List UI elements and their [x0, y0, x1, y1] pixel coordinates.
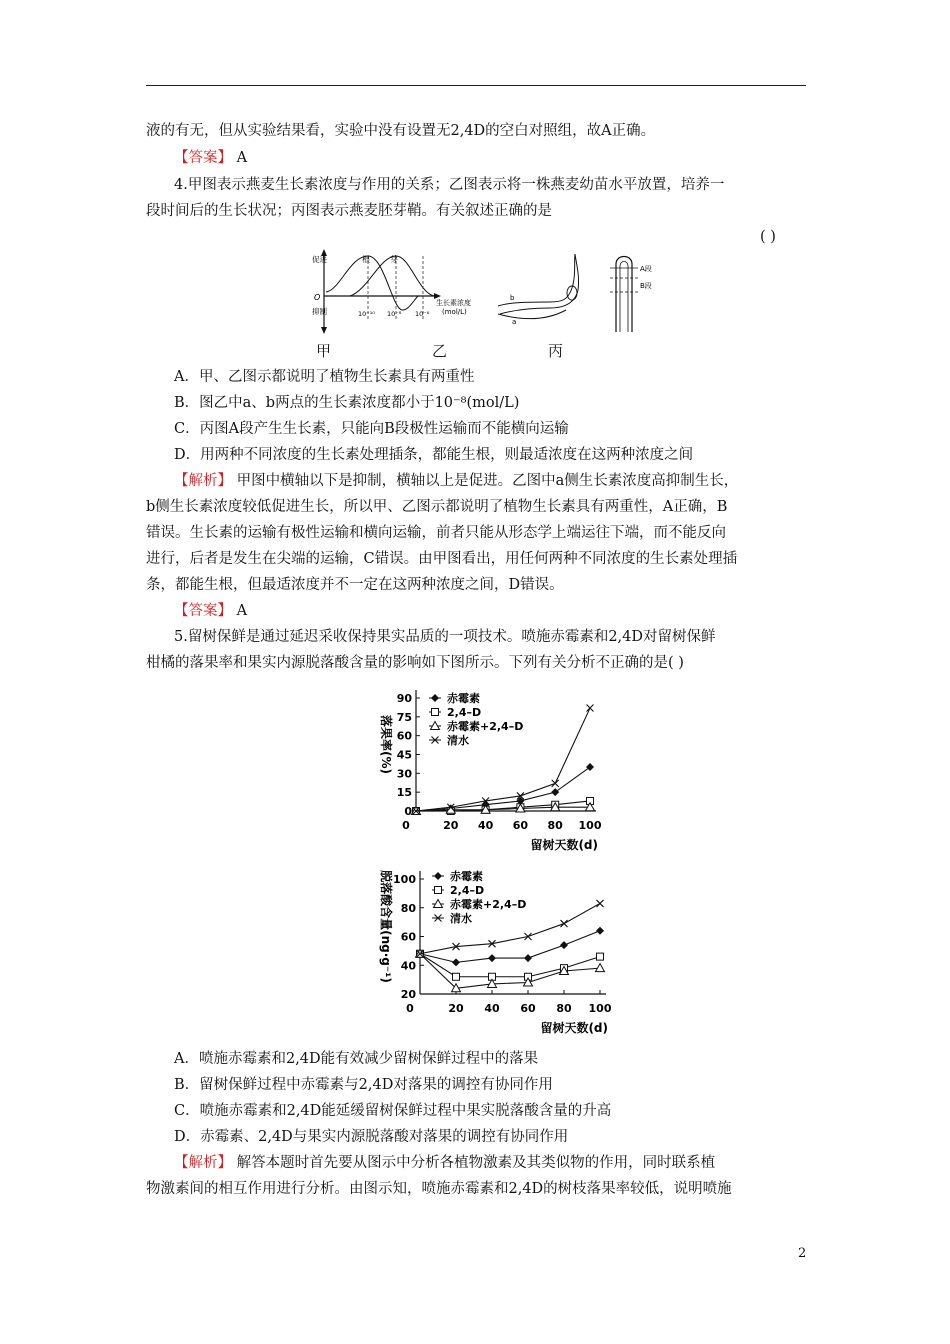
data-point: [596, 964, 605, 972]
y-tick-label: 60: [400, 930, 416, 944]
explanation-4-line-4: 进行，后者是发生在尖端的运输，C错误。由甲图看出，用任何两种不同浓度的生长素处理插: [146, 551, 738, 567]
x-tick-label: 100: [588, 1002, 612, 1015]
seedling-shoot: [498, 254, 579, 314]
data-point: [587, 705, 594, 712]
y-axis-label: 脱落酸含量(ng·g⁻¹): [379, 870, 393, 983]
explanation-text: 解答本题时首先要从图示中分析各植物激素及其类似物的作用，同时联系植: [232, 1155, 716, 1171]
x-tick-label: 0: [406, 1002, 414, 1015]
chart-abscisic-acid: [360, 864, 650, 1040]
series-line: [416, 767, 590, 811]
x-tick-label: 60: [512, 819, 529, 832]
y-tick-label: 80: [400, 901, 416, 915]
data-point: [560, 941, 568, 949]
tick-1: 10⁻¹⁰: [358, 310, 375, 318]
y-axis-label: 落果率(%): [379, 715, 393, 774]
y-tick-label: 0: [404, 805, 412, 818]
option-5a: A．喷施赤霉素和2,4D能有效减少留树保鲜过程中的落果: [174, 1051, 539, 1067]
legend-label: 清水: [450, 912, 472, 925]
answer-paren: ( ): [760, 229, 776, 245]
option-5c: C．喷施赤霉素和2,4D能延缓留树保鲜过程中果实脱落酸含量的升高: [174, 1103, 612, 1119]
x-tick-label: 40: [484, 1002, 500, 1015]
question-4-line-2: 段时间后的生长状况；丙图表示燕麦胚芽鞘。有关叙述正确的是: [146, 203, 552, 219]
legend-label: 赤霉素: [450, 870, 483, 883]
explanation-4-line-2: b侧生长素浓度较低促进生长，所以甲、乙图示都说明了植物生长素具有两重性，A正确，B: [146, 499, 728, 515]
seedling-root: [498, 310, 566, 319]
seg-b: B段: [640, 282, 652, 290]
data-point: [488, 954, 496, 962]
question-4-line-1: 4.甲图表示燕麦生长素浓度与作用的关系；乙图表示将一株燕麦幼苗水平放置，培养一: [174, 177, 725, 193]
legend-marker: [434, 872, 442, 880]
point-a: a: [512, 318, 517, 326]
data-point: [524, 954, 532, 962]
x-axis-label: 留树天数(d): [530, 838, 598, 852]
data-point: [561, 920, 568, 927]
answer-tag: 【答案】: [174, 150, 232, 166]
answer-4: [146, 598, 840, 624]
explanation-text: 甲图中横轴以下是抑制，横轴以上是促进。乙图中a侧生长素浓度高抑制生长，: [232, 473, 739, 489]
option-4c: C．丙图A段产生生长素，只能向B段极性运输而不能横向运输: [174, 421, 569, 437]
legend-marker: [435, 887, 442, 894]
y-tick-label: 20: [400, 988, 416, 1001]
x-tick-label: 20: [443, 819, 459, 832]
y-tick-label: 75: [396, 710, 412, 724]
explanation-5-line-1: [146, 1150, 840, 1176]
data-point: [586, 763, 594, 771]
option-5d: D．赤霉素、2,4D与果实内源脱落酸对落果的调控有协同作用: [174, 1129, 569, 1145]
option-5b: B．留树保鲜过程中赤霉素与2,4D对落果的调控有协同作用: [174, 1077, 553, 1093]
option-4a: A．甲、乙图示都说明了植物生长素具有两重性: [174, 369, 475, 385]
chart-fruit-drop-rate: [360, 678, 640, 858]
series-line: [420, 954, 600, 977]
legend-marker: [432, 709, 439, 716]
legend-marker: [431, 694, 439, 702]
caption-yi: 乙: [432, 342, 448, 360]
question-5-line-1: 5.留树保鲜是通过延迟采收保持果实品质的一项技术。喷施赤霉素和2,4D对留树保鲜: [174, 629, 716, 645]
y-tick-label: 45: [396, 748, 412, 762]
y-tick-label: 40: [400, 959, 416, 973]
coleoptile-inner: [620, 262, 628, 333]
x-tick-label: 80: [547, 819, 563, 832]
legend-label: 2,4–D: [447, 706, 482, 719]
answer-value: A: [232, 150, 248, 166]
bud-label: 芽: [390, 255, 398, 264]
y-tick-label: 30: [396, 767, 412, 781]
explanation-tag: 【解析】: [174, 1155, 232, 1171]
data-point: [596, 927, 604, 935]
tick-2: 10⁻⁸: [387, 310, 402, 318]
legend-label: 赤霉素+2,4–D: [447, 720, 524, 733]
legend-label: 赤霉素: [447, 692, 480, 705]
x-tick-label: 60: [520, 1002, 536, 1015]
explanation-4-line-3: 错误。生长素的运输有极性运输和横向运输，前者只能从形态学上端运往下端，而不能反向: [146, 525, 726, 541]
y-tick-label: 15: [396, 786, 412, 800]
legend-label: 清水: [447, 734, 469, 747]
option-4b: B．图乙中a、b两点的生长素浓度都小于10⁻⁸(mol/L): [174, 395, 520, 411]
x-tick-label: 0: [402, 819, 410, 832]
tick-3: 10⁻⁶: [415, 310, 430, 318]
y-tick-label: 100: [393, 873, 416, 886]
legend-label: 2,4–D: [450, 884, 485, 897]
caption-jia: 甲: [316, 342, 332, 360]
explanation-5-line-2: 物激素间的相互作用进行分析。由图示知，喷施赤霉素和2,4D的树枝落果率较低，说明喷施: [146, 1181, 732, 1197]
explanation-4-line-1: [146, 468, 840, 494]
root-curve: [326, 256, 418, 310]
answer-tag: 【答案】: [174, 603, 232, 619]
data-point: [551, 788, 559, 796]
root-label: 根: [362, 255, 370, 264]
seg-a: A段: [640, 265, 652, 273]
data-point: [452, 958, 460, 966]
x-tick-label: 80: [556, 1002, 572, 1015]
jia-origin: O: [314, 293, 321, 302]
answer-value: A: [232, 603, 248, 619]
x-tick-label: 20: [448, 1002, 464, 1015]
x-tick-label: 40: [477, 819, 494, 832]
jia-y-top-1: 促进: [312, 255, 327, 264]
explanation-tag: 【解析】: [174, 473, 232, 489]
question-5-line-2: 柑橘的落果率和果实内源脱落酸含量的影响如下图所示。下列有关分析不正确的是( ): [146, 655, 684, 671]
data-point: [552, 780, 559, 787]
data-point: [453, 973, 460, 980]
y-tick-label: 90: [396, 692, 412, 705]
y-tick-label: 60: [396, 729, 412, 743]
series-line: [420, 931, 600, 963]
x-axis-label: 留树天数(d): [540, 1021, 608, 1035]
text-line: 液的有无，但从实验结果看，实验中没有设置无2,4D的空白对照组，故A正确。: [146, 123, 656, 139]
x-label-1: 生长素浓度: [436, 299, 471, 307]
point-b: b: [510, 294, 515, 302]
answer-3: [146, 145, 840, 171]
explanation-4-line-5: 条，都能生根，但最适浓度并不一定在这两种浓度之间，D错误。: [146, 577, 564, 593]
data-point: [597, 953, 604, 960]
x-label-2: (mol/L): [442, 308, 467, 316]
jia-y-arrow-down: [321, 327, 327, 334]
header-rule: [146, 85, 806, 86]
caption-bing: 丙: [548, 342, 564, 360]
jia-y-bottom: 抑制: [312, 307, 327, 316]
legend-label: 赤霉素+2,4–D: [450, 898, 527, 911]
option-4d: D．用两种不同浓度的生长素处理插条，都能生根，则最适浓度在这两种浓度之间: [174, 447, 694, 463]
figure-4: [310, 248, 670, 338]
x-tick-label: 100: [578, 819, 602, 832]
data-point: [597, 900, 604, 907]
page-number: 2: [798, 1246, 807, 1261]
